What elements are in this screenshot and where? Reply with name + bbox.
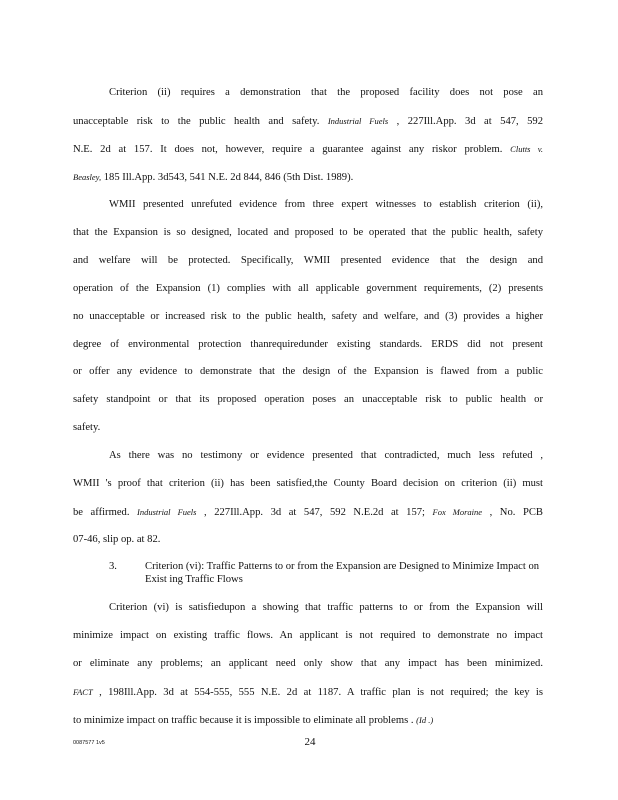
case-citation: Beasley,	[73, 172, 102, 182]
para3-text: be affirmed.	[73, 507, 130, 518]
para2-line7: or offer any evidence to demonstrate that the design of the Expansion is flawed from a public	[73, 366, 543, 377]
para3-text: , 227Ill.App. 3d at 547, 592 N.E.2d at 157;	[204, 507, 425, 518]
para2-line9: safety.	[73, 422, 101, 433]
para1-text: N.E. 2d at 157. It does not, however, require a guarantee against any riskor problem.	[73, 144, 503, 155]
case-citation: FACT	[73, 687, 93, 697]
page-number: 24	[304, 736, 316, 748]
para4-line4	[73, 685, 543, 700]
case-citation: Industrial Fuels	[327, 116, 389, 126]
para3-line3	[73, 505, 543, 520]
para2-line3: and welfare will be protected. Specifically, WMII presented evidence that the design and	[73, 255, 543, 266]
para1-text: 185 Ill.App. 3d543, 541 N.E. 2d 844, 846 (5th Dist. 1989).	[103, 172, 354, 183]
case-citation: Fox Moraine	[432, 507, 483, 517]
para4-line2: minimize impact on existing traffic flows. An applicant is not required to demonstrate no impact	[73, 630, 543, 641]
para1-text: , 227Ill.App. 3d at 547, 592	[396, 116, 544, 127]
para1-text: unacceptable risk to the public health and safety.	[73, 116, 320, 127]
para4-line1: Criterion (vi) is satisfiedupon a showing that traffic patterns to or from the Expansion will	[109, 602, 543, 613]
para2-line5: no unacceptable or increased risk to the public health, safety and welfare, and (3) provides a higher	[73, 311, 543, 322]
para3-text: , No. PCB	[489, 507, 543, 518]
para1-line4	[73, 170, 543, 185]
para2-line2: that the Expansion is so designed, located and proposed to be operated that the public health, safety	[73, 227, 543, 238]
para2-line8: safety standpoint or that its proposed operation poses an unacceptable risk to public health or	[73, 394, 543, 405]
para3-line2: WMII 's proof that criterion (ii) has been satisfied,the County Board decision on criterion (ii) must	[73, 478, 543, 489]
para4-text: to minimize impact on traffic because it is impossible to eliminate all problems .	[73, 715, 414, 726]
para4-line3: or eliminate any problems; an applicant need only show that any impact has been minimized.	[73, 658, 543, 669]
case-citation: Clutts v.	[510, 144, 543, 154]
section-number: 3.	[109, 561, 117, 572]
para3-line1: As there was no testimony or evidence presented that contradicted, much less refuted ,	[109, 450, 543, 461]
para2-line1: WMII presented unrefuted evidence from three expert witnesses to establish criterion (ii),	[109, 199, 543, 210]
document-id: 0087577 1v5	[73, 740, 105, 746]
para1-line2	[73, 114, 543, 129]
para1-line3	[73, 142, 543, 157]
para4-line5	[73, 713, 543, 728]
para3-line4: 07-46, slip op. at 82.	[73, 534, 161, 545]
para2-line4: operation of the Expansion (1) complies with all applicable government requirements, (2) presents	[73, 283, 543, 294]
section-heading: Criterion (vi): Traffic Patterns to or from the Expansion are Designed to Minimize Impact on Exist ing Traffic Flows	[145, 561, 540, 585]
para4-text: , 198Ill.App. 3d at 554-555, 555 N.E. 2d at 1187. A traffic plan is not required; the key is	[99, 687, 543, 698]
case-citation: Industrial Fuels	[137, 507, 197, 517]
para1-line1: Criterion (ii) requires a demonstration that the proposed facility does not pose an	[109, 87, 543, 98]
para2-line6: degree of environmental protection thanrequiredunder existing standards. ERDS did not present	[73, 339, 543, 350]
case-citation: (Id .)	[416, 715, 434, 725]
